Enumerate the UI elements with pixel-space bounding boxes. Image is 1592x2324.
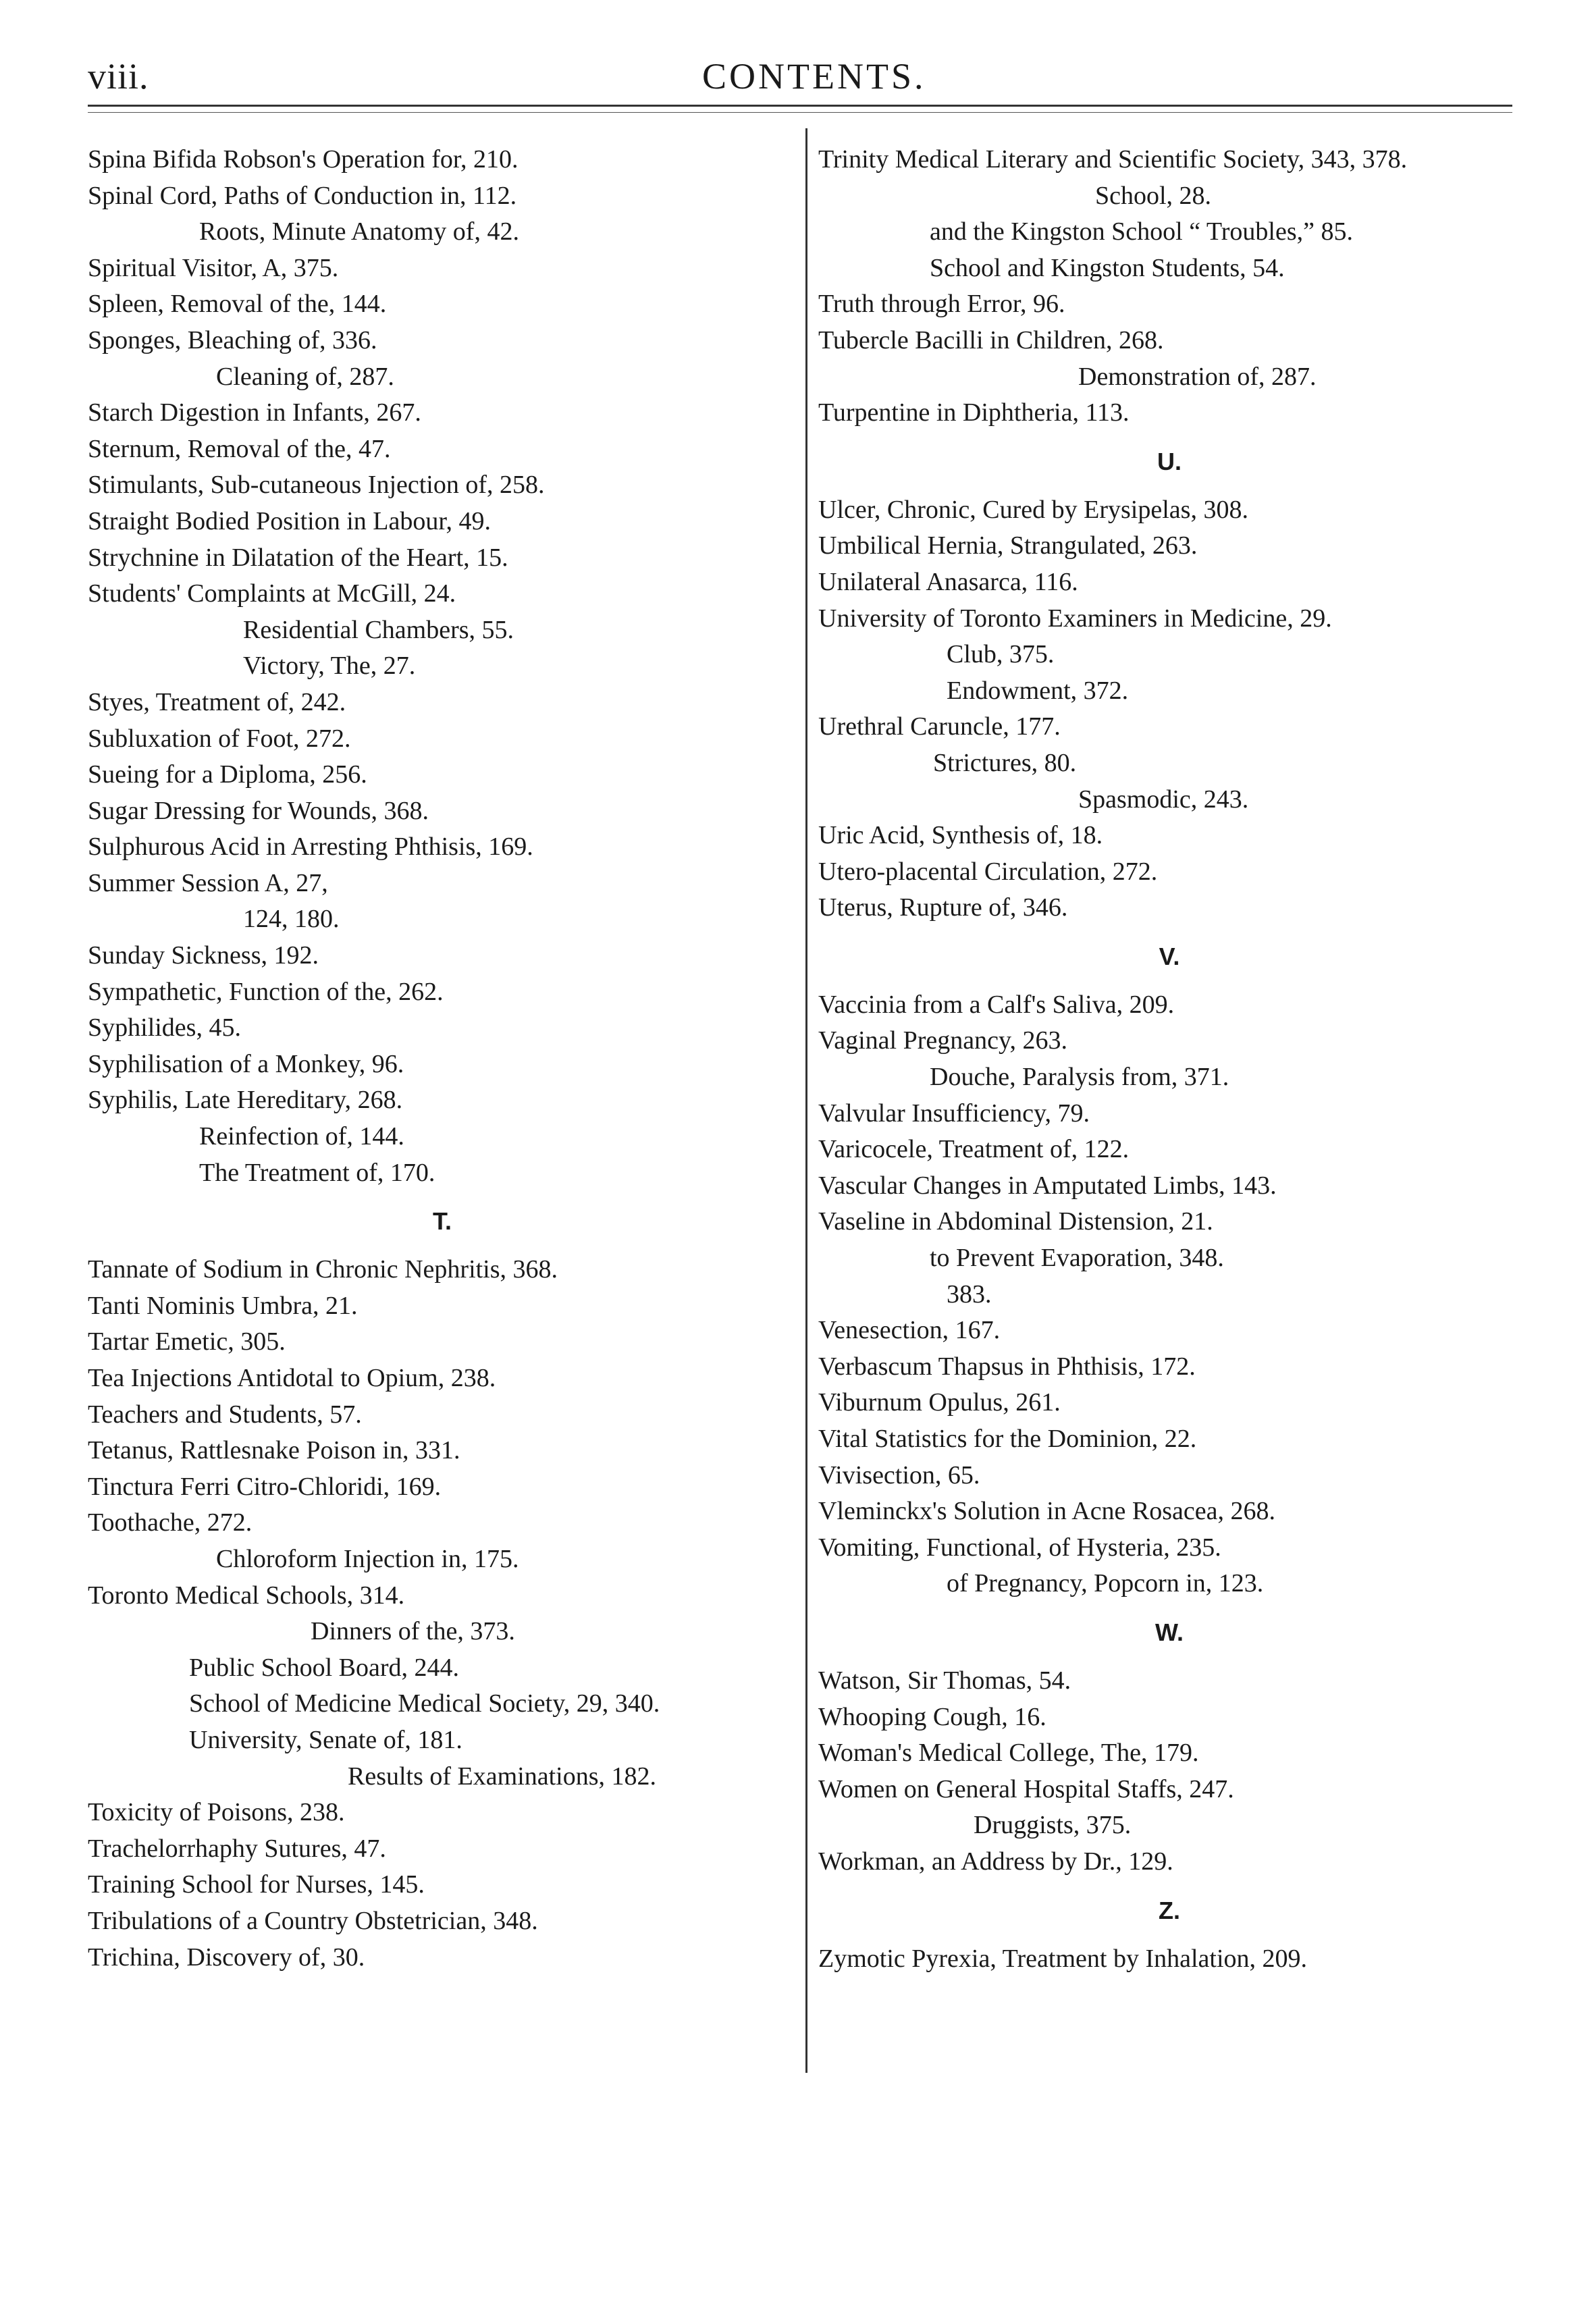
index-entry: Styes, Treatment of, 242. <box>88 687 346 716</box>
index-entry: Sunday Sickness, 192. <box>88 941 319 970</box>
section-letter-v: V. <box>1159 942 1180 970</box>
index-subentry: Public School Board, 244. <box>189 1653 460 1682</box>
index-entry: Sympathetic, Function of the, 262. <box>88 977 444 1006</box>
index-entry: Tubercle Bacilli in Children, 268. <box>818 325 1164 354</box>
index-entry: Tinctura Ferri Citro-Chloridi, 169. <box>88 1472 442 1501</box>
index-subentry: Results of Examinations, 182. <box>348 1762 657 1791</box>
index-entry: Vleminckx's Solution in Acne Rosacea, 268. <box>818 1497 1276 1526</box>
index-subentry: School of Medicine Medical Society, 29, 340. <box>189 1689 660 1718</box>
index-subentry: Endowment, 372. <box>947 676 1129 705</box>
index-subentry: Cleaning of, 287. <box>216 362 394 391</box>
index-entry: Vivisection, 65. <box>818 1460 980 1489</box>
index-entry: Watson, Sir Thomas, 54. <box>818 1666 1071 1695</box>
index-entry: Vaseline in Abdominal Distension, 21. <box>818 1207 1213 1236</box>
index-subentry: and the Kingston School “ Troubles,” 85. <box>930 217 1353 246</box>
index-entry: Teachers and Students, 57. <box>88 1400 362 1429</box>
index-subentry: 383. <box>947 1279 992 1309</box>
index-entry: Spina Bifida Robson's Operation for, 210. <box>88 145 519 174</box>
index-subentry: Druggists, 375. <box>974 1811 1132 1840</box>
index-entry: Vaginal Pregnancy, 263. <box>818 1026 1067 1055</box>
section-letter-t: T. <box>432 1207 452 1236</box>
index-subentry: School, 28. <box>1095 181 1212 210</box>
index-entry: Toronto Medical Schools, 314. <box>88 1581 405 1610</box>
index-entry: Students' Complaints at McGill, 24. <box>88 579 456 608</box>
index-entry: Spinal Cord, Paths of Conduction in, 112. <box>88 181 517 210</box>
index-subentry: Demonstration of, 287. <box>1078 362 1317 391</box>
index-entry: Vaccinia from a Calf's Saliva, 209. <box>818 990 1175 1019</box>
index-entry: Sugar Dressing for Wounds, 368. <box>88 796 429 825</box>
index-subentry: Club, 375. <box>947 640 1055 669</box>
index-subentry: Spasmodic, 243. <box>1078 785 1249 814</box>
index-entry: Viburnum Opulus, 261. <box>818 1388 1061 1417</box>
header-rule-thin <box>88 112 1512 113</box>
index-entry: University of Toronto Examiners in Medicine, 29. <box>818 604 1332 633</box>
index-subentry: Strictures, 80. <box>933 748 1077 777</box>
index-entry: Trichina, Discovery of, 30. <box>88 1943 365 1972</box>
index-entry: Varicocele, Treatment of, 122. <box>818 1135 1130 1164</box>
index-entry: Tetanus, Rattlesnake Poison in, 331. <box>88 1436 460 1465</box>
index-entry: Sueing for a Diploma, 256. <box>88 760 367 789</box>
index-entry: Syphilisation of a Monkey, 96. <box>88 1049 404 1078</box>
index-subentry: Reinfection of, 144. <box>199 1122 404 1151</box>
right-column <box>818 142 1520 1977</box>
index-entry: Syphilides, 45. <box>88 1013 241 1042</box>
index-entry: Spiritual Visitor, A, 375. <box>88 253 339 282</box>
page-header <box>0 49 1592 103</box>
index-subentry: to Prevent Evaporation, 348. <box>930 1244 1224 1273</box>
index-entry: Ulcer, Chronic, Cured by Erysipelas, 308. <box>818 495 1248 524</box>
index-entry: Sternum, Removal of the, 47. <box>88 434 391 463</box>
index-subentry: 124, 180. <box>243 905 340 934</box>
index-subentry: Residential Chambers, 55. <box>243 615 514 644</box>
index-entry: Summer Session A, 27, <box>88 868 328 897</box>
index-entry: Toxicity of Poisons, 238. <box>88 1798 345 1827</box>
index-subentry: Roots, Minute Anatomy of, 42. <box>199 217 519 246</box>
index-entry: Subluxation of Foot, 272. <box>88 724 351 753</box>
page-number: viii. <box>88 56 149 97</box>
index-entry: Vascular Changes in Amputated Limbs, 143. <box>818 1171 1277 1200</box>
index-subentry: of Pregnancy, Popcorn in, 123. <box>947 1569 1264 1598</box>
index-subentry: The Treatment of, 170. <box>199 1158 435 1187</box>
section-letter-z: Z. <box>1159 1896 1180 1924</box>
index-entry: Stimulants, Sub-cutaneous Injection of, 258. <box>88 471 545 500</box>
index-entry: Valvular Insufficiency, 79. <box>818 1099 1090 1128</box>
index-entry: Turpentine in Diphtheria, 113. <box>818 398 1130 427</box>
header-rule <box>88 105 1512 107</box>
index-entry: Venesection, 167. <box>818 1316 1001 1345</box>
index-subentry: Victory, The, 27. <box>243 652 416 681</box>
index-entry: Truth through Error, 96. <box>818 290 1065 319</box>
index-subentry: Dinners of the, 373. <box>311 1617 515 1646</box>
index-entry: Umbilical Hernia, Strangulated, 263. <box>818 531 1198 560</box>
index-entry: Uric Acid, Synthesis of, 18. <box>818 821 1103 850</box>
index-entry: Sponges, Bleaching of, 336. <box>88 325 377 354</box>
index-entry: Sulphurous Acid in Arresting Phthisis, 169. <box>88 833 533 862</box>
index-entry: Toothache, 272. <box>88 1508 253 1537</box>
index-entry: Training School for Nurses, 145. <box>88 1870 425 1899</box>
index-entry: Workman, an Address by Dr., 129. <box>818 1847 1173 1876</box>
index-entry: Urethral Caruncle, 177. <box>818 712 1061 741</box>
index-entry: Tribulations of a Country Obstetrician, 348. <box>88 1906 538 1935</box>
index-subentry: Douche, Paralysis from, 371. <box>930 1063 1229 1092</box>
index-entry: Trachelorrhaphy Sutures, 47. <box>88 1834 386 1863</box>
index-entry: Straight Bodied Position in Labour, 49. <box>88 506 491 535</box>
index-entry: Uterus, Rupture of, 346. <box>818 893 1068 922</box>
index-entry: Tannate of Sodium in Chronic Nephritis, 368. <box>88 1255 558 1284</box>
index-entry: Unilateral Anasarca, 116. <box>818 567 1078 596</box>
index-entry: Tanti Nominis Umbra, 21. <box>88 1291 358 1320</box>
index-entry: Verbascum Thapsus in Phthisis, 172. <box>818 1352 1196 1381</box>
index-subentry: Chloroform Injection in, 175. <box>216 1544 519 1573</box>
running-title: CONTENTS. <box>702 56 926 97</box>
index-subentry: University, Senate of, 181. <box>189 1725 462 1754</box>
left-column <box>88 142 797 1976</box>
index-entry: Syphilis, Late Hereditary, 268. <box>88 1086 403 1115</box>
section-letter-w: W. <box>1155 1618 1184 1646</box>
index-entry: Trinity Medical Literary and Scientific Society, 343, 378. <box>818 145 1408 174</box>
index-entry: Tartar Emetic, 305. <box>88 1327 286 1356</box>
index-entry: Vomiting, Functional, of Hysteria, 235. <box>818 1533 1221 1562</box>
column-divider <box>805 128 807 2073</box>
index-entry: Spleen, Removal of the, 144. <box>88 290 387 319</box>
index-entry: Strychnine in Dilatation of the Heart, 15. <box>88 543 508 572</box>
index-entry: Whooping Cough, 16. <box>818 1702 1046 1731</box>
index-entry: Starch Digestion in Infants, 267. <box>88 398 421 427</box>
index-entry: Vital Statistics for the Dominion, 22. <box>818 1425 1197 1453</box>
index-entry: Utero-placental Circulation, 272. <box>818 857 1158 886</box>
index-entry: Zymotic Pyrexia, Treatment by Inhalation, 209. <box>818 1944 1308 1973</box>
index-entry: Woman's Medical College, The, 179. <box>818 1739 1199 1768</box>
section-letter-u: U. <box>1157 447 1182 475</box>
index-entry: Tea Injections Antidotal to Opium, 238. <box>88 1364 496 1392</box>
index-entry: Women on General Hospital Staffs, 247. <box>818 1774 1234 1803</box>
index-subentry: School and Kingston Students, 54. <box>930 253 1285 282</box>
